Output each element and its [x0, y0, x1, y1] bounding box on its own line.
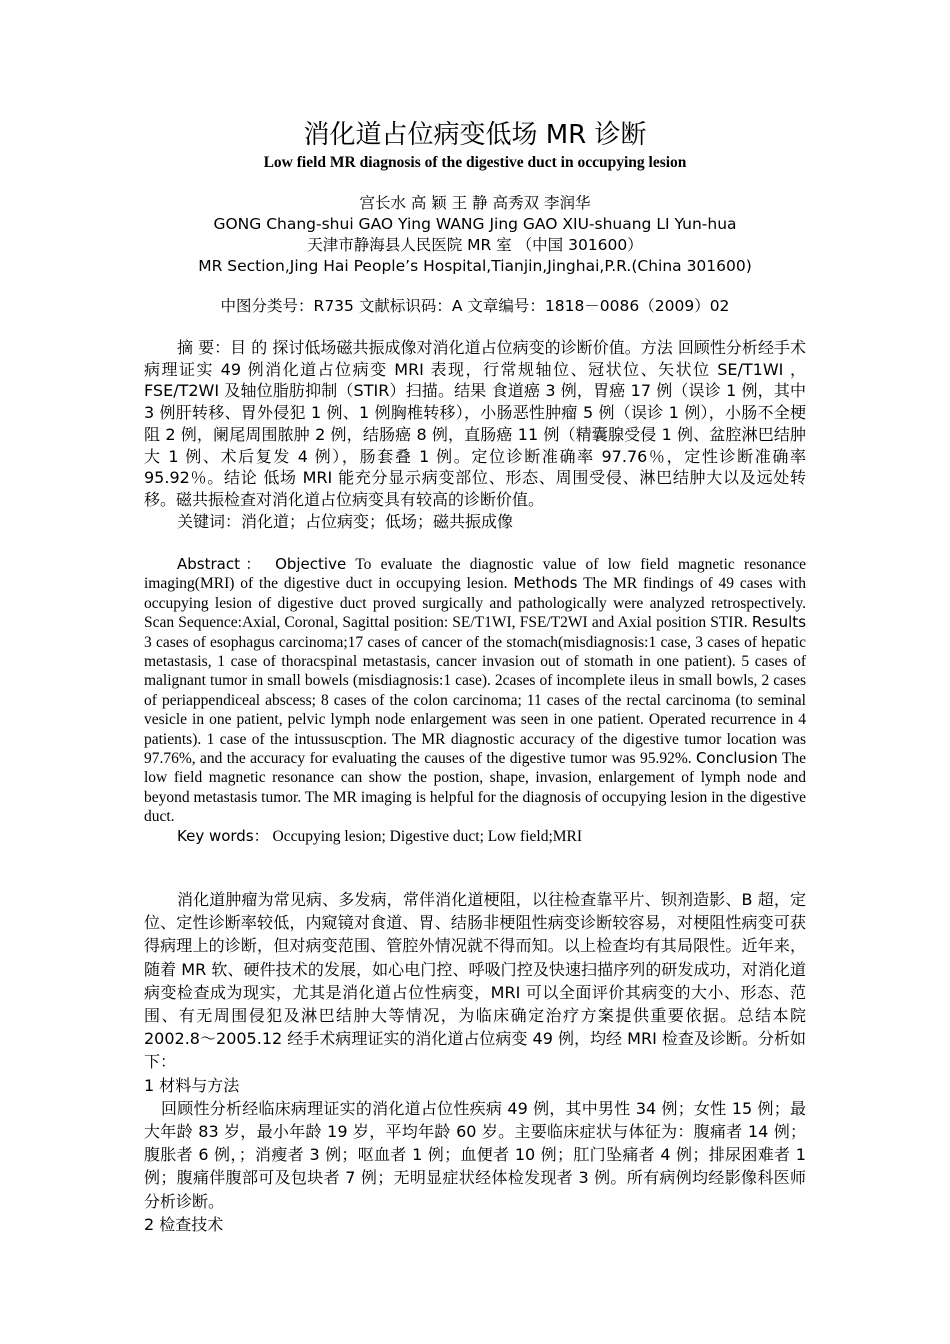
methods-text: The MR findings of 49 cases with occupying lesion of digestive duct proved surgically and pathologically were analyzed retrospectively. Scan Sequence:Axial, Coronal, Sagittal position: SE/T1WI, FSE/T2WI and Axial position STIR. — [144, 575, 806, 632]
conclusion-text: The low field magnetic resonance can show the postion, shape, invasion, enlargement of lymph node and beyond metastasis tumor. The MR imaging is helpful for the diagnosis of occupying lesion in the digestive duct. — [144, 750, 806, 826]
abstract-cn-text: 摘 要：目 的 探讨低场磁共振成像对消化道占位病变的诊断价值。方法 回顾性分析经手术病理证实 49 例消化道占位病变 MRI 表现，行常规轴位、冠状位、矢状位 SE/T1WI ，FSE/T2WI 及轴位脂肪抑制（STIR）扫描。结果 食道癌 3 例，胃癌 17 例（误诊 1 例，其中 3 例肝转移、胃外侵犯 1 例、1 例胸椎转移），小肠恶性肿瘤 5 例（误诊 1 例），小肠不全梗阻 2 例，阑尾周围脓肿 2 例，结肠癌 8 例，直肠癌 11 例（精囊腺受侵 1 例、盆腔淋巴结肿大 1 例、术后复发 4 例），肠套叠 1 例。定位诊断准确率 97.76％，定性诊断准确率 95.92％。结论 低场 MRI 能充分显示病变部位、形态、周围受侵、淋巴结肿大以及远处转移。磁共振检查对消化道占位病变具有较高的诊断价值。 — [144, 338, 806, 509]
section1-paragraph: 回顾性分析经临床病理证实的消化道占位性疾病 49 例，其中男性 34 例；女性 15 例；最大年龄 83 岁，最小年龄 19 岁，平均年龄 60 岁。主要临床症状与体征为：腹痛者 14 例；腹胀者 6 例，；消瘦者 3 例；呕血者 1 例；血便者 10 例；肛门坠痛者 4 例；排尿困难者 1 例；腹痛伴腹部可及包块者 7 例；无明显症状经体检发现者 3 例。所有病例均经影像科医师分析诊断。 — [144, 1098, 806, 1211]
authors-cn: 宫长水 高 颖 王 静 高秀双 李润华 — [359, 194, 591, 212]
results-text: 3 cases of esophagus carcinoma;17 cases of cancer of the stomach(misdiagnosis:1 case, 3 cases of hepatic metastasis, 1 case of thoracspinal metastasis, cancer invasion out of stomath in one patient). 5 cases of malignant tumor in small bowels (misdiagnosis:1 case). 2cases of incomplete ileus in small bowls, 2 cases of periappendiceal abscess; 8 cases of the colon carcinoma; 11 cases of the rectal carcinoma (to seminal vesicle in one patient, pelvic lymph node enlargement was seen in one patient. Operated recurrence in 4 patients). 1 case of the intussuscption. The MR diagnostic accuracy of the digestive tumor location was 97.76%, and the accuracy for evaluating the causes of the digestive tumor was 95.92%. — [144, 633, 806, 768]
objective-text: To evaluate the diagnostic value of low field magnetic resonance imaging(MRI) of the digestive duct in occupying lesion. — [144, 556, 806, 593]
title-en: Low field MR diagnosis of the digestive duct in occupying lesion — [263, 154, 687, 171]
abstract-cn — [144, 337, 806, 532]
authors-en: GONG Chang-shui GAO Ying WANG Jing GAO XIU-shuang LI Yun-hua — [213, 215, 737, 233]
affiliation-en: MR Section,Jing Hai People’s Hospital,Tianjin,Jinghai,P.R.(China 301600) — [198, 257, 752, 275]
objective-label: Objective — [275, 555, 347, 573]
methods-label: Methods — [513, 574, 578, 593]
abstract-en-body — [144, 555, 806, 827]
keywords-en-label: Key words： — [177, 826, 269, 845]
results-label: Results — [751, 613, 807, 632]
title-cn: 消化道占位病变低场 MR 诊断 — [303, 120, 647, 150]
conclusion-label: Conclusion — [696, 749, 778, 768]
keywords-en — [144, 827, 806, 846]
classification-line: 中图分类号：R735 文献标识码：A 文章编号：1818－0086（2009）02 — [220, 297, 730, 315]
keywords-cn: 关键词：消化道；占位病变；低场；磁共振成像 — [177, 511, 514, 531]
intro-paragraph: 消化道肿瘤为常见病、多发病，常伴消化道梗阻，以往检查靠平片、钡剂造影、B 超，定位、定性诊断率较低，内窥镜对食道、胃、结肠非梗阻性病变诊断较容易，对梗阻性病变可获得病理上的诊断，但对病变范围、管腔外情况就不得而知。以上检查均有其局限性。近年来，随着 MR 软、硬件技术的发展，如心电门控、呼吸门控及快速扫描序列的研发成功，对消化道病变检查成为现实，尤其是消化道占位性病变，MRI 可以全面评价其病变的大小、形态、范围、有无周围侵犯及淋巴结肿大等情况，为临床确定治疗方案提供重要依据。总结本院 2002.8～2005.12 经手术病理证实的消化道占位病变 49 例，均经 MRI 检查及诊断。分析如下： — [144, 890, 806, 1072]
affiliation-cn: 天津市静海县人民医院 MR 室 （中国 301600） — [307, 236, 643, 254]
body-text — [144, 888, 806, 1236]
abstract-en — [144, 555, 806, 846]
section2-heading: 2 检查技术 — [144, 1214, 224, 1234]
section1-heading: 1 材料与方法 — [144, 1075, 240, 1095]
keywords-en-text: Occupying lesion; Digestive duct; Low field;MRI — [272, 827, 583, 845]
abstract-en-label: Abstract： — [177, 555, 266, 573]
